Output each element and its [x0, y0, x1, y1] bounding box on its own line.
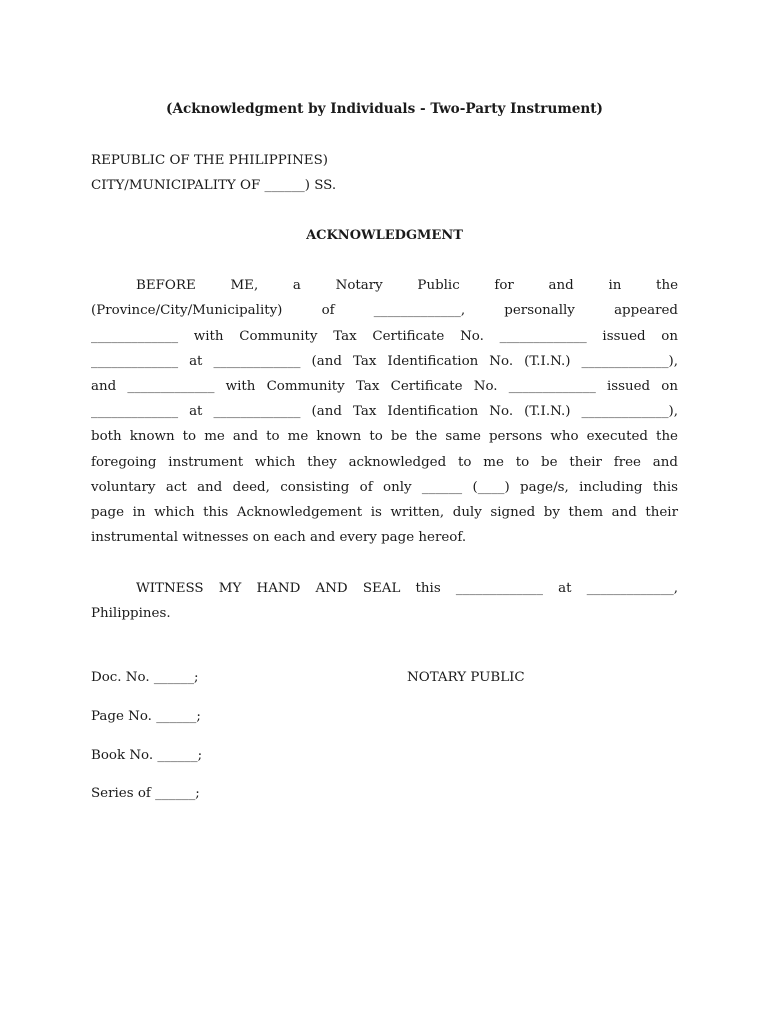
body-line-8: foregoing instrument which they acknowledged to me to be their free and — [91, 455, 678, 470]
notary-public-label: NOTARY PUBLIC — [407, 670, 525, 685]
body-line-5: and _____________ with Community Tax Certificate No. _____________ issued on — [91, 379, 678, 394]
document-title: (Acknowledgment by Individuals - Two-Party Instrument) — [166, 101, 603, 117]
body-line-6: _____________ at _____________ (and Tax Identification No. (T.I.N.) _____________), — [91, 404, 678, 419]
series-of: Series of ______; — [91, 786, 200, 801]
body-line-4: _____________ at _____________ (and Tax Identification No. (T.I.N.) _____________), — [91, 354, 678, 369]
venue-city: CITY/MUNICIPALITY OF ______) SS. — [91, 178, 337, 193]
book-no: Book No. ______; — [91, 748, 203, 763]
page-no: Page No. ______; — [91, 709, 201, 724]
body-line-10: page in which this Acknowledgement is written, duly signed by them and their — [91, 505, 678, 520]
body-line-11: instrumental witnesses on each and every page hereof. — [91, 530, 467, 545]
body-line-2: (Province/City/Municipality) of _____________, personally appeared — [91, 303, 678, 318]
doc-no: Doc. No. ______; — [91, 670, 199, 685]
acknowledgment-heading: ACKNOWLEDGMENT — [306, 228, 463, 243]
witness-line-2: Philippines. — [91, 606, 171, 621]
witness-line-1: WITNESS MY HAND AND SEAL this _____________ at _____________, — [136, 581, 678, 596]
venue-republic: REPUBLIC OF THE PHILIPPINES) — [91, 153, 328, 168]
body-line-7: both known to me and to me known to be the same persons who executed the — [91, 429, 678, 444]
body-line-1: BEFORE ME, a Notary Public for and in the — [136, 278, 678, 293]
body-line-9: voluntary act and deed, consisting of only ______ (____) page/s, including this — [91, 480, 678, 495]
body-line-3: _____________ with Community Tax Certificate No. _____________ issued on — [91, 329, 678, 344]
